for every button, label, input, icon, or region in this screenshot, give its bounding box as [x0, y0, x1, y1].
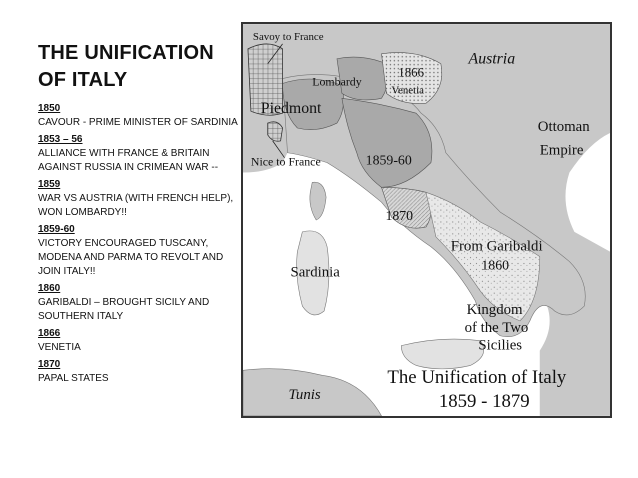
- timeline-text: WAR VS AUSTRIA (WITH FRENCH HELP), WON LOMBARDY!!: [38, 193, 234, 218]
- label-lombardy: Lombardy: [312, 74, 362, 89]
- label-austria: Austria: [468, 50, 516, 68]
- timeline-text: PAPAL STATES: [38, 373, 109, 384]
- map-caption-title: The Unification of Italy: [387, 367, 567, 389]
- label-sicilies: Sicilies: [478, 337, 523, 354]
- label-savoy: Savoy to France: [252, 30, 324, 43]
- timeline-year: 1870: [38, 359, 61, 370]
- timeline-year: 1850: [38, 103, 61, 114]
- map-caption-years: 1859 - 1879: [438, 390, 530, 412]
- timeline-text: GARIBALDI – BROUGHT SICILY AND SOUTHERN ITALY: [38, 297, 210, 322]
- label-garibaldi-year: 1860: [481, 257, 510, 273]
- timeline-year: 1859: [38, 179, 61, 190]
- timeline-text: ALLIANCE WITH FRANCE & BRITAIN AGAINST RUSSIA IN CRIMEAN WAR --: [38, 148, 219, 173]
- label-ottoman: Ottoman: [537, 118, 590, 135]
- label-empire: Empire: [539, 142, 584, 159]
- timeline-text: CAVOUR - PRIME MINISTER OF SARDINIA: [38, 117, 238, 128]
- label-tunis: Tunis: [288, 387, 321, 404]
- timeline-year: 1866: [38, 328, 61, 339]
- label-piedmont: Piedmont: [260, 100, 322, 118]
- timeline-text: VENETIA: [38, 342, 81, 353]
- timeline-year: 1859-60: [38, 224, 75, 235]
- land-corsica: [310, 182, 326, 220]
- land-sicily: [401, 339, 483, 369]
- page-title: THE UNIFICATION OF ITALY: [38, 42, 214, 91]
- label-venetia: Venetia: [391, 84, 424, 97]
- timeline-list: [38, 102, 238, 386]
- label-two: of the Two: [464, 319, 529, 336]
- label-sardinia: Sardinia: [290, 264, 340, 281]
- label-garibaldi: From Garibaldi: [450, 238, 543, 255]
- timeline-year: 1860: [38, 283, 61, 294]
- unification-map: [241, 22, 612, 418]
- map-svg: [243, 24, 610, 416]
- text-panel: [38, 40, 238, 389]
- label-nice: Nice to France: [250, 154, 321, 169]
- label-central: 1859-60: [365, 152, 412, 168]
- label-kingdom: Kingdom: [466, 301, 523, 318]
- label-venetia-year: 1866: [398, 65, 424, 80]
- timeline-year: 1853 – 56: [38, 134, 83, 145]
- region-nice: [268, 122, 283, 141]
- timeline-text: VICTORY ENCOURAGED TUSCANY, MODENA AND PARMA TO REVOLT AND JOIN ITALY!!: [38, 238, 224, 277]
- label-papal: 1870: [385, 208, 414, 223]
